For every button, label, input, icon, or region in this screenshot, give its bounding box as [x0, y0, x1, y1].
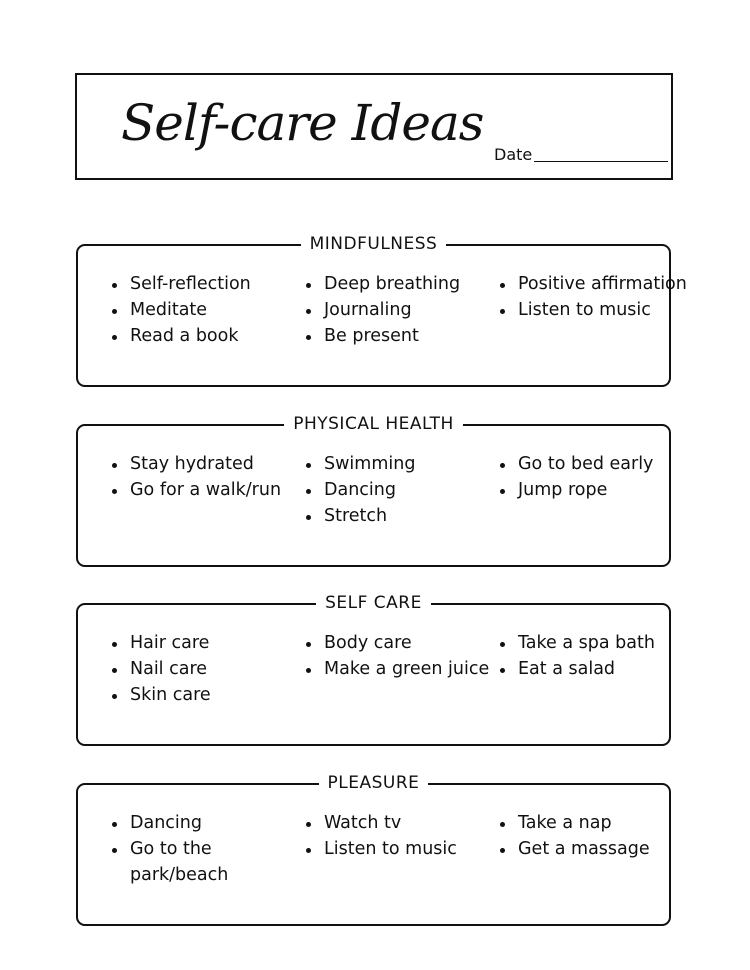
column	[108, 811, 302, 888]
list-item: Journaling	[302, 298, 496, 324]
section-heading-text: PLEASURE	[319, 773, 429, 793]
list-item: Be present	[302, 324, 496, 350]
column	[496, 452, 690, 529]
date-label: Date	[494, 145, 533, 164]
section-columns	[108, 811, 690, 888]
section-heading-text: MINDFULNESS	[301, 234, 447, 254]
column	[302, 452, 496, 529]
section-mindfulness	[76, 234, 687, 387]
section-columns	[108, 452, 690, 529]
section-heading	[78, 233, 669, 255]
list-item: Go for a walk/run	[108, 478, 302, 504]
column	[496, 631, 690, 708]
column	[108, 272, 302, 349]
section-pleasure	[76, 773, 671, 926]
date-blank-line	[534, 161, 668, 162]
section-heading	[78, 413, 669, 435]
list-item: Watch tv	[302, 811, 496, 837]
list-item: Make a green juice	[302, 657, 496, 683]
list-item: Self-reflection	[108, 272, 302, 298]
list-item: Take a spa bath	[496, 631, 690, 657]
list-item: Get a massage	[496, 837, 690, 863]
list-item: Listen to music	[496, 298, 690, 324]
list-item: Swimming	[302, 452, 496, 478]
list-item: Body care	[302, 631, 496, 657]
list-item: Eat a salad	[496, 657, 690, 683]
section-self-care	[76, 593, 671, 746]
header-box	[75, 73, 673, 180]
column	[108, 452, 302, 529]
list-item: Dancing	[302, 478, 496, 504]
section-heading-text: PHYSICAL HEALTH	[284, 414, 463, 434]
list-item: Positive affirmation	[496, 272, 690, 298]
column	[302, 272, 496, 349]
list-item: Meditate	[108, 298, 302, 324]
list-item: Jump rope	[496, 478, 690, 504]
list-item: Hair care	[108, 631, 302, 657]
list-item: Take a nap	[496, 811, 690, 837]
section-physical-health	[76, 414, 671, 567]
column	[496, 272, 690, 349]
date-field	[494, 145, 668, 165]
list-item: Skin care	[108, 683, 302, 709]
column	[108, 631, 302, 708]
list-item: Stretch	[302, 504, 496, 530]
column	[302, 631, 496, 708]
list-item: Deep breathing	[302, 272, 496, 298]
page-title: Self-care Ideas	[121, 94, 484, 152]
column	[496, 811, 690, 888]
list-item: Stay hydrated	[108, 452, 302, 478]
section-heading-text: SELF CARE	[316, 593, 431, 613]
list-item: Listen to music	[302, 837, 496, 863]
column	[302, 811, 496, 888]
list-item: Dancing	[108, 811, 302, 837]
list-item: Go to bed early	[496, 452, 690, 478]
section-columns	[108, 631, 690, 708]
list-item: Nail care	[108, 657, 302, 683]
list-item: Go to the park/beach	[108, 837, 302, 889]
section-columns	[108, 272, 690, 349]
section-heading	[78, 592, 669, 614]
section-heading	[78, 772, 669, 794]
list-item: Read a book	[108, 324, 302, 350]
